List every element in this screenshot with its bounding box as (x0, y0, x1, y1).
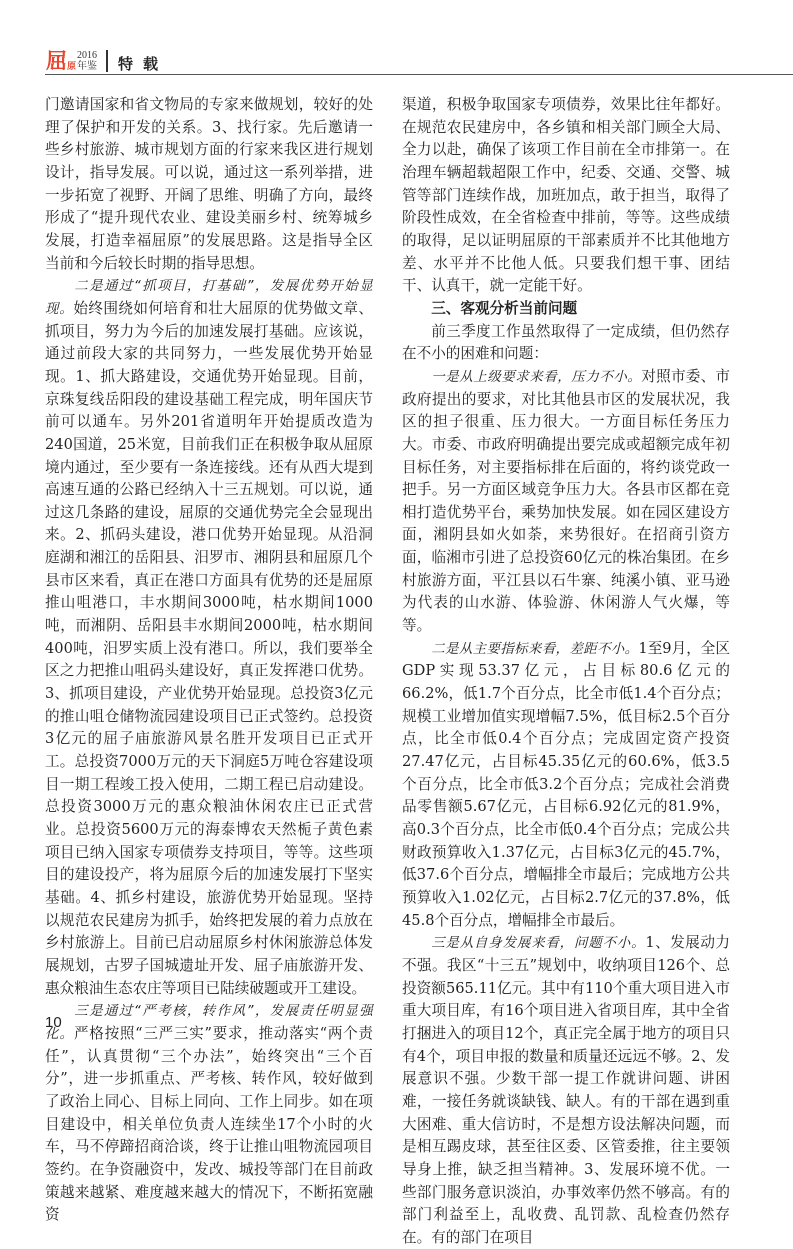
paragraph (402, 366, 730, 638)
paragraph: 渠道，积极争取国家专项债券，效果比往年都好。在规范农民建房中，各乡镇和相关部门顾全大局、全力以赴，确保了该项工作目前在全市排第一。在治理车辆超载超限工作中，纪委、交通、交警、城管等部门连续作战，加班加点，敢于担当，取得了阶段性成效，在全省检查中排前，等等。这些成绩的取得，足以证明屈原的干部素质并不比其他地方差、水平并不比他人低。只要我们想干事、团结干、认真干，就一定能干好。 (402, 96, 730, 295)
logo-year-block (77, 50, 97, 72)
right-column (402, 94, 730, 1249)
page-number: 10 (45, 1014, 62, 1031)
paragraph-lead: 三是从自身发展来看，问题不小。 (431, 935, 646, 952)
header-divider (106, 50, 108, 72)
paragraph-body: 严格按照“三严三实”要求，推动落实“两个责任”，认真贯彻“三个办法”，始终突出“三个百分”，进一步抓重点、严考核、转作风，较好做到了政治上同心、目标上同向、工作上同步。如在项目建设中，相关单位负责人连续坐17个小时的火车，马不停蹄招商洽谈，终于让推山咀物流园项目签约。在争资融资中，发改、城投等部门在目前政策越来越紧、难度越来越大的情况下，不断拓宽融资 (45, 1024, 373, 1224)
paragraph-body: 始终围绕如何培育和壮大屈原的优势做文章、抓项目，努力为今后的加速发展打基础。应该说，通过前段大家的共同努力，一些发展优势开始显现。1、抓大路建设，交通优势开始显现。目前，京珠复线岳阳段的建设基础工程完成，明年国庆节前可以通车。另外201省道明年开始提质改造为240国道，25米宽，目前我们正在积极争取从屈原境内通过，至少要有一条连接线。还有从西大堤到高速互通的公路已经纳入十三五规划。可以说，通过这几条路的建设，屈原的交通优势完全会显现出来。2、抓码头建设，港口优势开始显现。从沿洞庭湖和湘江的岳阳县、汨罗市、湘阴县和屈原几个县市区来看，真正在港口方面具有优势的还是屈原推山咀港口，丰水期间3000吨，枯水期间1000吨，而湘阴、岳阳县丰水期间2000吨，枯水期间400吨，汨罗实质上没有港口。所以，我们要举全区之力把推山咀码头建设好，真正发挥港口优势。3、抓项目建设，产业优势开始显现。总投资3亿元的推山咀仓储物流园建设项目已正式签约。总投资3亿元的屈子庙旅游风景名胜开发项目已正式开工。总投资7000万元的天下洞庭5万吨仓容建设项目一期工程竣工投入使用，二期工程已启动建设。总投资3000万元的惠众粮油休闲农庄已正式营业。总投资5600万元的海泰博农天然栀子黄色素项目已纳入国家专项债券支持项目，等等。这些项目的建设投产，将为屈原今后的加速发展打下坚实基础。4、抓乡村建设，旅游优势开始显现。坚持以规范农民建房为抓手，始终把发展的着力点放在乡村旅游上。目前已启动屈原乡村休闲旅游总体发展规划，古罗子国城遗址开发、屈子庙旅游开发、惠众粮油生态农庄等项目已陆续破题或开工建设。 (45, 299, 373, 997)
paragraph-body: 1、发展动力不强。我区“十三五”规划中，收纳项目126个、总投资额565.11亿元。其中有110个重大项目进入市重大项目库，有16个项目进入省项目库，其中全省打捆进入的项目12个，真正完全属于地方的项目只有4个，项目申报的数量和质量还远远不够。2、发展意识不强。少数干部一提工作就讲问题、讲困难，一接任务就谈缺钱、缺人。有的干部在遇到重大困难、重大信访时，不是想方设法解决问题，而是相互踢皮球，甚至往区委、区管委推，往主要领导身上推，缺乏担当精神。3、发展环境不优。一些部门服务意识淡泊，办事效率仍然不够高。有的部门利益至上，乱收费、乱罚款、乱检查仍然存在。有的部门在项目 (402, 934, 731, 1246)
paragraph-body: 1至9月，全区GDP实现53.37亿元，占目标80.6亿元的66.2%，低1.7个百分点，比全市低1.4个百分点；规模工业增加值实现增幅7.5%，低目标2.5个百分点，比全市低0.4个百分点；完成固定资产投资27.47亿元，占目标45.35亿元的60.6%，低3.5个百分点，比全市低3.2个百分点；完成社会消费品零售额5.67亿元，占目标6.92亿元的81.9%，高0.3个百分点，比全市低0.4个百分点；完成公共财政预算收入1.37亿元，占目标3亿元的45.7%，低37.6个百分点，增幅排全市最后；完成地方公共预算收入1.02亿元，占目标2.7亿元的37.8%，低45.8个百分点，增幅排全市最后。 (402, 639, 731, 929)
paragraph: 前三季度工作虽然取得了一定成绩，但仍然存在不小的困难和问题： (402, 322, 730, 363)
paragraph-lead: 一是从上级要求来看，压力不小。 (431, 368, 642, 385)
logo-char-big: 屈 (46, 49, 67, 73)
paragraph: 门邀请国家和省文物局的专家来做规划，较好的处理了保护和开发的关系。3、找行家。先后邀请一些乡村旅游、城市规划方面的行家来我区进行规划设计，指导发展。可以说，通过这一系列举措，进一步拓宽了视野、开阔了思维、明确了方向，最终形成了“提升现代农业、建设美丽乡村、统筹城乡发展，打造幸福屈原”的发展思路。这是指导全区当前和今后较长时期的指导思想。 (45, 96, 373, 272)
paragraph (45, 1000, 373, 1227)
paragraph-body: 对照市委、市政府提出的要求，对比其他县市区的发展状况，我区的担子很重、压力很大。一方面目标任务压力大。市委、市政府明确提出要完成或超额完成年初目标任务，对主要指标排在后面的，将约谈党政一把手。另一方面区域竞争压力大。各县市区都在竞相打造优势平台，乘势加快发展。如在园区建设方面，湘阴县如火如荼，来势很好。在招商引资方面，临湘市引进了总投资60亿元的株冶集团。在乡村旅游方面，平江县以石牛寨、纯溪小镇、亚马逊为代表的山水游、体验游、休闲游人气火爆，等等。 (402, 367, 730, 635)
paragraph-lead: 二是通过“抓项目，打基础”，发展优势开始显现。 (45, 278, 373, 317)
logo-year: 2016 (77, 50, 98, 61)
left-column (45, 94, 373, 1227)
logo-char-small: 原 (67, 62, 77, 72)
yearbook-logo (46, 48, 97, 72)
paragraph (402, 638, 730, 933)
section-heading: 三、客观分析当前问题 (431, 299, 578, 317)
logo-label: 年鉴 (77, 61, 98, 72)
paragraph-lead: 二是从主要指标来看，差距不小。 (431, 640, 639, 657)
paragraph (45, 275, 373, 1000)
paragraph (402, 932, 730, 1249)
running-header (45, 46, 793, 75)
section-title: 特载 (118, 55, 169, 73)
paragraph-lead: 三是通过“严考核，转作风”，发展责任明显强化。 (45, 1003, 373, 1042)
